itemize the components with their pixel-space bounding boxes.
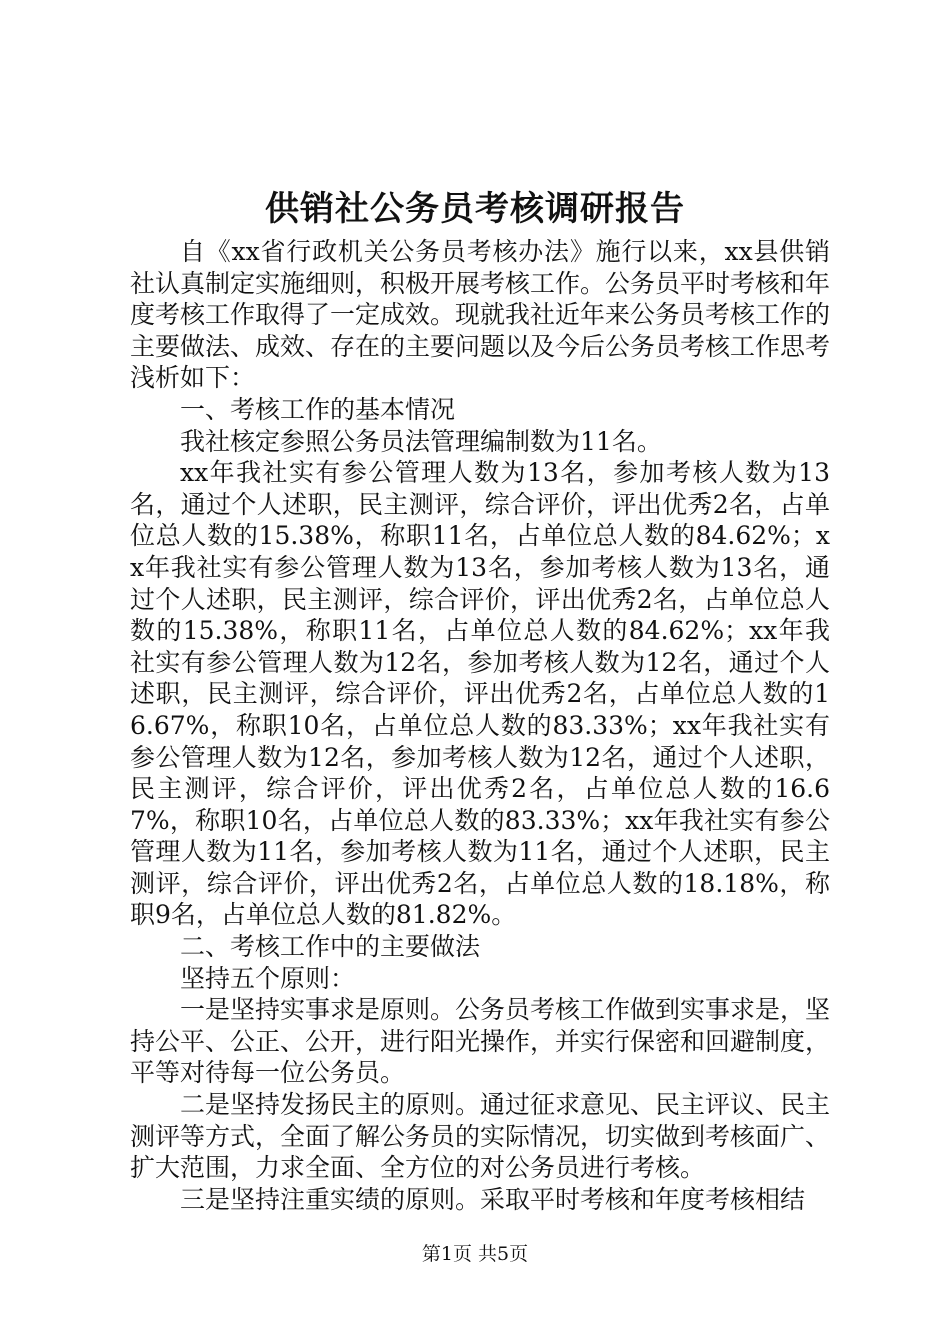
heading-section-2: 二、考核工作中的主要做法 (180, 932, 481, 962)
paragraph-principle-3: 三是坚持注重实绩的原则。采取平时考核和年度考核相结 (180, 1184, 806, 1214)
heading-section-1: 一、考核工作的基本情况 (180, 394, 456, 424)
paragraph-yearly-results: xx年我社实有参公管理人数为13名，参加考核人数为13名，通过个人述职，民主测评，综合评价，评出优秀2名，占单位总人数的15.38%，称职11名，占单位总人数的84.62%；xx年我社实有参公管理人数为13名，参加考核人数为13名，通过个人述职，民主测评，综合评价，评出优秀2名，占单位总人数的15.38%，称职11名，占单位总人数的84.62%；xx年我社实有参公管理人数为12名，参加考核人数为12名，通过个人述职，民主测评，综合评价，评出优秀2名，占单位总人数的16.67%，称职10名，占单位总人数的83.33%；xx年我社实有参公管理人数为12名，参加考核人数为12名，通过个人述职，民主测评，综合评价，评出优秀2名，占单位总人数的16.67%，称职10名，占单位总人数的83.33%；xx年我社实有参公管理人数为11名，参加考核人数为11名，通过个人述职，民主测评，综合评价，评出优秀2名，占单位总人数的18.18%，称职9名，占单位总人数的81.82%。 (130, 458, 830, 930)
paragraph-principle-2: 二是坚持发扬民主的原则。通过征求意见、民主评议、民主测评等方式，全面了解公务员的实际情况，切实做到考核面广、扩大范围，力求全面、全方位的对公务员进行考核。 (130, 1090, 831, 1183)
paragraph-staffing: 我社核定参照公务员法管理编制数为11名。 (180, 426, 662, 456)
paragraph-five-principles: 坚持五个原则： (180, 963, 356, 993)
paragraph-principle-1: 一是坚持实事求是原则。公务员考核工作做到实事求是，坚持公平、公正、公开，进行阳光操作，并实行保密和回避制度，平等对待每一位公务员。 (130, 995, 831, 1088)
document-title: 供销社公务员考核调研报告 (265, 189, 685, 229)
document-body (130, 236, 830, 1215)
paragraph-intro: 自《xx省行政机关公务员考核办法》施行以来，xx县供销社认真制定实施细则，积极开展考核工作。公务员平时考核和年度考核工作取得了一定成效。现就我社近年来公务员考核工作的主要做法、成效、存在的主要问题以及今后公务员考核工作思考浅析如下： (130, 237, 831, 393)
page-number-footer: 第1页 共5页 (421, 1243, 529, 1265)
